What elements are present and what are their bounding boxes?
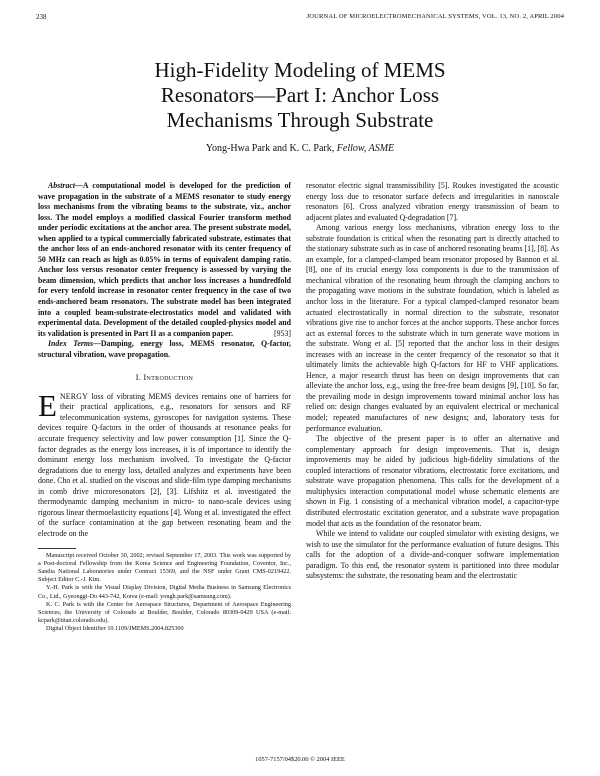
abstract-lead: Abstract — [48, 181, 76, 190]
footnote-rule — [38, 548, 76, 549]
right-paragraph-1: resonator electric signal transmissibility [5]. Roukes investigated the acoustic energy loss due to resonator surface defects and irregularities in nanoscale resonators [6]. Cross analyzed vibration energy transmission of beam to adjacent plates and evaluated Q-degradation [7]. — [306, 181, 559, 222]
journal-header: JOURNAL OF MICROELECTROMECHANICAL SYSTEMS, VOL. 13, NO. 2, APRIL 2004 — [306, 13, 564, 20]
right-column — [306, 181, 559, 582]
right-paragraph-4: While we intend to validate our coupled simulator with existing designs, we wish to use the simulator for the performance evaluation of future designs. This calls for the adoption of a divide-and-conquer software implementation paradigm. To this end, the resonator system is partitioned into three modular subsystems: the substrate, the resonating beam and the electrostatic — [306, 529, 559, 581]
footnote-manuscript: Manuscript received October 30, 2002; revised September 17, 2003. This work was supported by a Post-doctoral Fellowship from the Korea Science and Engineering Foundation, Coventor, Inc., Sandia National Laboratories under Contract 15369, and the NSF under Grant CMS-0219422. Subject Editor C.-J. Kim. — [38, 551, 291, 584]
section-title: Introduction — [143, 373, 194, 383]
page-number: 238 — [36, 13, 47, 21]
abstract — [38, 181, 291, 339]
intro-first-word: NERGY — [59, 391, 88, 401]
drop-cap: E — [38, 387, 57, 423]
index-terms-text: —Damping, energy loss, MEMS resonator, Q-factor, structural vibration, wave propagation. — [38, 339, 292, 359]
right-paragraph-2: Among various energy loss mechanisms, vibration energy loss to the substrate foundation is critical when the resonating part is directly attached to the stationary substrate such as in case of anchored resonating beams [1], [8]. As an example, for a clamped-clamped beam resonator proposed by Bannon et al. [8], one of its crucial energy loss components is due to the transmission of mechanical vibration of the resonating beam through the clamping anchors to the propagating wave motions in the substrate foundation, which is labeled as anchor loss in the literature. For a typical clamped-clamped resonator beam actuated electrostatically in normal direction to the substrate, resonator vibrations give rise to anchor forces at the anchor supports. These anchor forces act as external forces to the substrate which in turn generate wave motions in the substrate. Wong et al. [5] reported that the anchor loss in their designs increases with an increase in the center frequency of the resonator so that it ultimately limits the achievable high Q-factors for HF to VHF applications. Hence, a major research thrust has been on design improvements that can alleviate the anchor loss, e.g., using the free-free beam designs [9], [10]. So far, the prevailing mode in design improvements toward minimal anchor loss has relied on: design changes evaluated by an equivalent electrical or mechanical model; repeated manufactures of new designs; and, laboratory tests for performance evaluation. — [306, 223, 559, 433]
section-numeral: I. — [135, 373, 142, 383]
abstract-code: [953] — [274, 328, 291, 338]
section-heading-introduction — [38, 373, 291, 384]
title-line-3: Mechanisms Through Substrate — [166, 108, 434, 132]
footnotes — [38, 552, 291, 634]
right-paragraph-3: The objective of the present paper is to offer an alternative and complementary approach for design improvements. That is, design improvements may be aided by judicious high-fidelity simulations of the coupled interactions of resonator vibrations, electrostatic force excitations, and substrate wave propagation phenomena. This calls for the development of a multiphysics interaction computational model whose schematic elements are shown in Fig. 1 consisting of a mechanical vibration model, a capacitor-type distributed electrostatic excitation generator, and a substrate wave propagation model that acts as the foundation of the resonator beam. — [306, 434, 559, 528]
title-line-1: High-Fidelity Modeling of MEMS — [154, 58, 446, 82]
author-line — [60, 143, 540, 154]
footnote-doi: Digital Object Identifier 10.1109/JMEMS.2004.825300 — [46, 625, 184, 633]
left-column — [38, 181, 291, 634]
intro-text: loss of vibrating MEMS devices remains one of barriers for their practical applications, e.g., resonators for sensors and RF telecommunication systems, gyroscopes for navigation systems. These devices require Q-factors in the order of thousands at resonance peaks for accurate frequency selectivity and low power consumption [1]. Since the Q-factor degrades as the energy loss increases, it is of importance to identify the dominant energy loss mechanism involved. To investigate the Q-factor degradations due to energy loss, detailed analyzes and experiments have been done. Cho et al. studied on the viscous and slide-film type damping mechanisms in comb drive microresonators [2], [3]. Lifshitz et al. investigated the thermodynamic damping mechanism in micro- to nano-scale devices using rigorous linear thermoelasticity equations [4]. Wong et al. investigated the effect of the surface contamination at the gap between resonating beam and the electrode on the — [38, 391, 291, 538]
paper-title — [60, 58, 540, 133]
intro-paragraph-1 — [38, 387, 291, 540]
title-line-2: Resonators—Part I: Anchor Loss — [160, 83, 440, 107]
footnote-author-1: Y.-H. Park is with the Visual Display Division, Digital Media Business in Samsung Electronics Co., Ltd., Gyeonggi-Do 443-742, Korea (e-mail: yongh.park@samsung.com). — [38, 584, 291, 600]
issn-footer: 1057-7157/04$20.00 © 2004 IEEE — [255, 756, 345, 763]
index-terms-lead: Index Terms — [48, 339, 94, 349]
footnote-author-2: K. C. Park is with the Center for Aerospace Structures, Department of Aerospace Engineering Sciences, the University of Colorado at Boulder, Boulder, Colorado 80309-0429 USA (e-mail: kcpark@titan.colorado.edu). — [38, 600, 291, 625]
abstract-text: —A computational model is developed for the prediction of wave propagation in the substrate of a MEMS resonator to study energy loss mechanisms from the vibrating beams to the substrate, viz., anchor loss. The model employs a modified classical Fourier transform method under periodic excitations at the anchor area. The present substrate model, when applied to a typical commercially fabricated substrate, estimates that the anchor loss of an ends-anchored resonator with its center frequency of 50 MHz can reach as high as 0.05% in terms of equivalent damping ratio. Anchor loss versus resonator center frequency is assessed by varying the beam dimension, which predicts that anchor loss increases a hundredfold for every tenfold increase in resonator center frequency in the case of two ends-anchored beam resonators. The substrate model has been integrated into a coupled beam-substrate-electrostatics model and validated with experimental data. Development of the detailed coupled-physics model and its validation is presented in Part II as a companion paper. — [38, 181, 291, 338]
author-names: Yong-Hwa Park and K. C. Park, — [205, 143, 335, 154]
author-affiliation-title: Fellow, ASME — [336, 143, 395, 154]
index-terms — [38, 339, 291, 360]
